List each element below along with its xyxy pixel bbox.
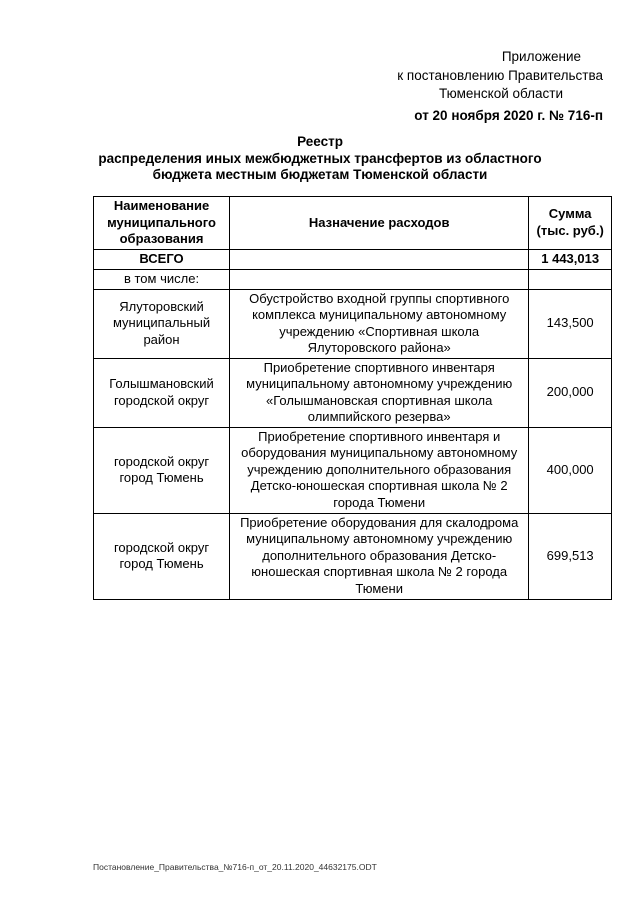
row-municipality: городской округ город Тюмень: [94, 513, 230, 599]
row-sum: 400,000: [529, 427, 612, 513]
appendix-label: Приложение: [501, 49, 581, 64]
title-line-3: бюджета местным бюджетам Тюменской области: [152, 167, 488, 182]
including-empty-sum: [529, 269, 612, 289]
total-sum: 1 443,013: [529, 249, 612, 269]
row-sum: 200,000: [529, 358, 612, 427]
total-purpose-empty: [230, 249, 529, 269]
including-label: в том числе:: [94, 269, 230, 289]
row-municipality: Ялуторовский муниципальный район: [94, 289, 230, 358]
header-sum: Сумма (тыс. руб.): [529, 197, 612, 250]
appendix-decree-ref: к постановлению Правительства: [397, 67, 603, 83]
header-name: Наименование муниципального образования: [94, 197, 230, 250]
appendix-block: [363, 48, 603, 125]
table-row: [94, 358, 612, 427]
table-row: [94, 427, 612, 513]
document-title: [60, 134, 580, 184]
including-row: [94, 269, 612, 289]
registry-table: [93, 196, 612, 600]
appendix-date-number: от 20 ноября 2020 г. № 716-п: [414, 107, 603, 123]
appendix-region: Тюменской области: [439, 86, 563, 101]
row-purpose: Приобретение спортивного инвентаря и оборудования муниципальному автономному учреждению дополнительного образования Детско-юношеская спортивная школа № 2 города Тюмени: [230, 427, 529, 513]
row-sum: 143,500: [529, 289, 612, 358]
total-label: ВСЕГО: [94, 249, 230, 269]
footer-filename: Постановление_Правительства_№716-п_от_20.11.2020_44632175.ODT: [93, 862, 377, 872]
row-purpose: Приобретение оборудования для скалодрома муниципальному автономному учреждению дополнительного образования Детско-юношеская спортивная школа № 2 города Тюмени: [230, 513, 529, 599]
header-purpose: Назначение расходов: [230, 197, 529, 250]
row-municipality: городской округ город Тюмень: [94, 427, 230, 513]
row-municipality: Голышмановский городской округ: [94, 358, 230, 427]
total-row: [94, 249, 612, 269]
table-header-row: [94, 197, 612, 250]
title-line-2: распределения иных межбюджетных трансфертов из областного: [98, 150, 542, 166]
row-sum: 699,513: [529, 513, 612, 599]
table-row: [94, 289, 612, 358]
title-line-1: Реестр: [297, 134, 343, 149]
table-row: [94, 513, 612, 599]
including-empty-purpose: [230, 269, 529, 289]
row-purpose: Обустройство входной группы спортивного комплекса муниципальному автономному учреждению «Спортивная школа Ялуторовского района»: [230, 289, 529, 358]
row-purpose: Приобретение спортивного инвентаря муниципальному автономному учреждению «Голышмановская спортивная школа олимпийского резерва»: [230, 358, 529, 427]
